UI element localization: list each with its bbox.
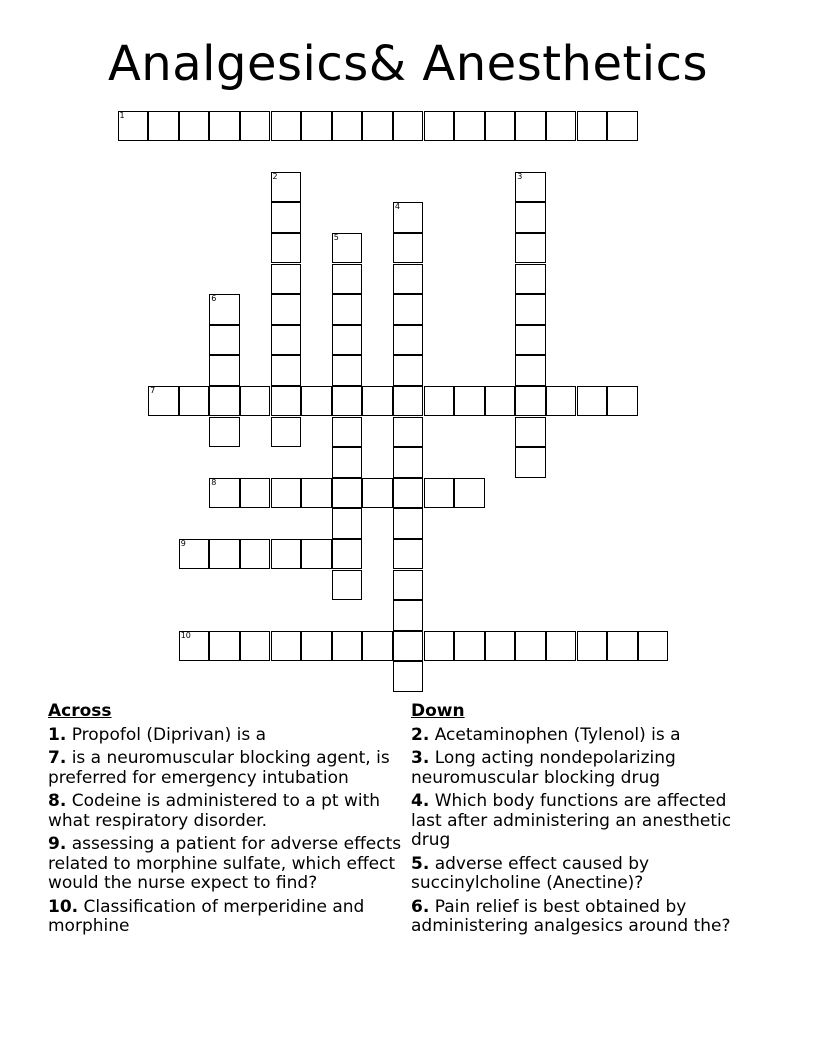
grid-cell[interactable]: [515, 202, 546, 233]
grid-cell[interactable]: [301, 386, 332, 417]
grid-cell[interactable]: [546, 631, 577, 662]
cell-number: 2: [272, 171, 278, 181]
grid-cell[interactable]: [209, 417, 240, 448]
grid-cell[interactable]: [118, 111, 149, 142]
grid-cell[interactable]: [393, 570, 424, 601]
grid-cell[interactable]: [607, 631, 638, 662]
grid-cell[interactable]: [393, 386, 424, 417]
cell-number: 9: [180, 538, 186, 548]
across-clue: [48, 792, 404, 831]
grid-cell[interactable]: [393, 478, 424, 509]
cell-number: 7: [150, 385, 156, 395]
clue-text: Pain relief is best obtained by administering analgesics around the?: [411, 896, 731, 936]
across-clue: [48, 835, 404, 894]
grid-cell[interactable]: [301, 111, 332, 142]
grid-cell[interactable]: [332, 264, 363, 295]
grid-cell[interactable]: [638, 631, 669, 662]
clue-text: Codeine is administered to a pt with what respiratory disorder.: [48, 791, 381, 831]
clue-number: 6.: [411, 896, 430, 917]
down-clue: [411, 726, 761, 746]
grid-cell[interactable]: [332, 447, 363, 478]
grid-cell[interactable]: [301, 631, 332, 662]
clue-text: Classification of merperidine and morphine: [48, 896, 365, 936]
clue-text: Acetaminophen (Tylenol) is a: [434, 724, 681, 745]
grid-cell[interactable]: [393, 111, 424, 142]
grid-cell[interactable]: [515, 447, 546, 478]
grid-cell[interactable]: [515, 417, 546, 448]
grid-cell[interactable]: [515, 111, 546, 142]
grid-cell[interactable]: [240, 539, 271, 570]
grid-cell[interactable]: [332, 111, 363, 142]
grid-cell[interactable]: [209, 386, 240, 417]
grid-cell[interactable]: [332, 539, 363, 570]
down-clues: [411, 702, 761, 941]
grid-cell[interactable]: [179, 111, 210, 142]
across-heading: Across: [48, 701, 112, 721]
clue-number: 3.: [411, 748, 430, 768]
grid-cell[interactable]: [148, 386, 179, 417]
grid-cell[interactable]: [577, 111, 608, 142]
grid-cell[interactable]: [393, 631, 424, 662]
grid-cell[interactable]: [271, 202, 302, 233]
grid-cell[interactable]: [546, 386, 577, 417]
down-clue: [411, 898, 761, 937]
grid-cell[interactable]: [485, 111, 516, 142]
grid-cell[interactable]: [271, 172, 302, 203]
grid-cell[interactable]: [240, 478, 271, 509]
grid-cell[interactable]: [362, 386, 393, 417]
grid-cell[interactable]: [271, 325, 302, 356]
grid-cell[interactable]: [424, 386, 455, 417]
grid-cell[interactable]: [485, 386, 516, 417]
grid-cell[interactable]: [332, 325, 363, 356]
across-clue: [48, 726, 404, 746]
cell-number: 8: [211, 477, 217, 487]
grid-cell[interactable]: [332, 386, 363, 417]
down-clue: [411, 749, 761, 788]
grid-cell[interactable]: [209, 539, 240, 570]
grid-cell[interactable]: [424, 111, 455, 142]
cell-number: 1: [119, 110, 125, 120]
grid-cell[interactable]: [393, 355, 424, 386]
grid-cell[interactable]: [209, 355, 240, 386]
grid-cell[interactable]: [515, 172, 546, 203]
grid-cell[interactable]: [179, 386, 210, 417]
grid-cell[interactable]: [393, 600, 424, 631]
grid-cell[interactable]: [454, 478, 485, 509]
grid-cell[interactable]: [393, 202, 424, 233]
grid-cell[interactable]: [209, 325, 240, 356]
grid-cell[interactable]: [209, 631, 240, 662]
clue-number: 5.: [411, 853, 430, 874]
grid-cell[interactable]: [332, 233, 363, 264]
grid-cell[interactable]: [332, 417, 363, 448]
grid-cell[interactable]: [148, 111, 179, 142]
grid-cell[interactable]: [577, 386, 608, 417]
grid-cell[interactable]: [424, 631, 455, 662]
grid-cell[interactable]: [393, 233, 424, 264]
across-clue: [48, 898, 404, 937]
grid-cell[interactable]: [362, 631, 393, 662]
grid-cell[interactable]: [332, 294, 363, 325]
grid-cell[interactable]: [515, 631, 546, 662]
cell-number: 6: [211, 294, 217, 304]
grid-cell[interactable]: [454, 386, 485, 417]
grid-cell[interactable]: [332, 355, 363, 386]
grid-cell[interactable]: [209, 478, 240, 509]
cell-number: 4: [394, 202, 400, 212]
clue-number: 8.: [48, 791, 67, 811]
down-heading: Down: [411, 701, 465, 721]
grid-cell[interactable]: [607, 386, 638, 417]
grid-cell[interactable]: [515, 233, 546, 264]
grid-cell[interactable]: [271, 417, 302, 448]
cell-number: 3: [517, 171, 523, 181]
grid-cell[interactable]: [271, 264, 302, 295]
grid-cell[interactable]: [515, 264, 546, 295]
grid-cell[interactable]: [271, 478, 302, 509]
grid-cell[interactable]: [240, 631, 271, 662]
clue-text: Propofol (Diprivan) is a: [71, 724, 267, 745]
grid-cell[interactable]: [393, 294, 424, 325]
clue-text: is a neuromuscular blocking agent, is preferred for emergency intubation: [48, 748, 390, 788]
grid-cell[interactable]: [179, 539, 210, 570]
grid-cell[interactable]: [393, 447, 424, 478]
grid-cell[interactable]: [301, 478, 332, 509]
grid-cell[interactable]: [424, 478, 455, 509]
grid-cell[interactable]: [271, 355, 302, 386]
clue-number: 1.: [48, 724, 67, 745]
clue-number: 4.: [411, 791, 430, 811]
grid-cell[interactable]: [179, 631, 210, 662]
grid-cell[interactable]: [546, 111, 577, 142]
grid-cell[interactable]: [332, 478, 363, 509]
grid-cell[interactable]: [454, 111, 485, 142]
grid-cell[interactable]: [515, 355, 546, 386]
grid-cell[interactable]: [362, 111, 393, 142]
grid-cell[interactable]: [393, 661, 424, 692]
clue-number: 7.: [48, 748, 67, 768]
down-clue: [411, 792, 761, 851]
grid-cell[interactable]: [271, 294, 302, 325]
clue-number: 9.: [48, 834, 67, 854]
cell-number: 10: [180, 630, 191, 640]
clue-text: Which body functions are affected last after administering an anesthetic drug: [411, 791, 732, 850]
grid-cell[interactable]: [454, 631, 485, 662]
grid-cell[interactable]: [362, 478, 393, 509]
grid-cell[interactable]: [271, 111, 302, 142]
grid-cell[interactable]: [515, 386, 546, 417]
grid-cell[interactable]: [393, 264, 424, 295]
grid-cell[interactable]: [240, 386, 271, 417]
clue-text: adverse effect caused by succinylcholine (Anectine)?: [411, 853, 650, 893]
grid-cell[interactable]: [393, 417, 424, 448]
grid-cell[interactable]: [393, 508, 424, 539]
across-clue: [48, 749, 404, 788]
grid-cell[interactable]: [240, 111, 271, 142]
clue-number: 2.: [411, 724, 430, 745]
grid-cell[interactable]: [393, 539, 424, 570]
clue-text: assessing a patient for adverse effects related to morphine sulfate, which effect would the nurse expect to find?: [48, 834, 402, 893]
grid-cell[interactable]: [515, 325, 546, 356]
grid-cell[interactable]: [209, 111, 240, 142]
grid-cell[interactable]: [271, 631, 302, 662]
grid-cell[interactable]: [515, 294, 546, 325]
cell-number: 5: [333, 232, 339, 242]
grid-cell[interactable]: [332, 508, 363, 539]
grid-cell[interactable]: [485, 631, 516, 662]
grid-cell[interactable]: [607, 111, 638, 142]
grid-cell[interactable]: [332, 631, 363, 662]
grid-cell[interactable]: [271, 386, 302, 417]
clue-text: Long acting nondepolarizing neuromuscular blocking drug: [411, 748, 676, 788]
grid-cell[interactable]: [393, 325, 424, 356]
clue-number: 10.: [48, 896, 79, 917]
puzzle-title: Analgesics& Anesthetics: [107, 36, 709, 92]
grid-cell[interactable]: [271, 233, 302, 264]
grid-cell[interactable]: [332, 570, 363, 601]
grid-cell[interactable]: [577, 631, 608, 662]
down-clue: [411, 855, 761, 894]
grid-cell[interactable]: [209, 294, 240, 325]
grid-cell[interactable]: [301, 539, 332, 570]
across-clues: [48, 702, 404, 941]
grid-cell[interactable]: [271, 539, 302, 570]
